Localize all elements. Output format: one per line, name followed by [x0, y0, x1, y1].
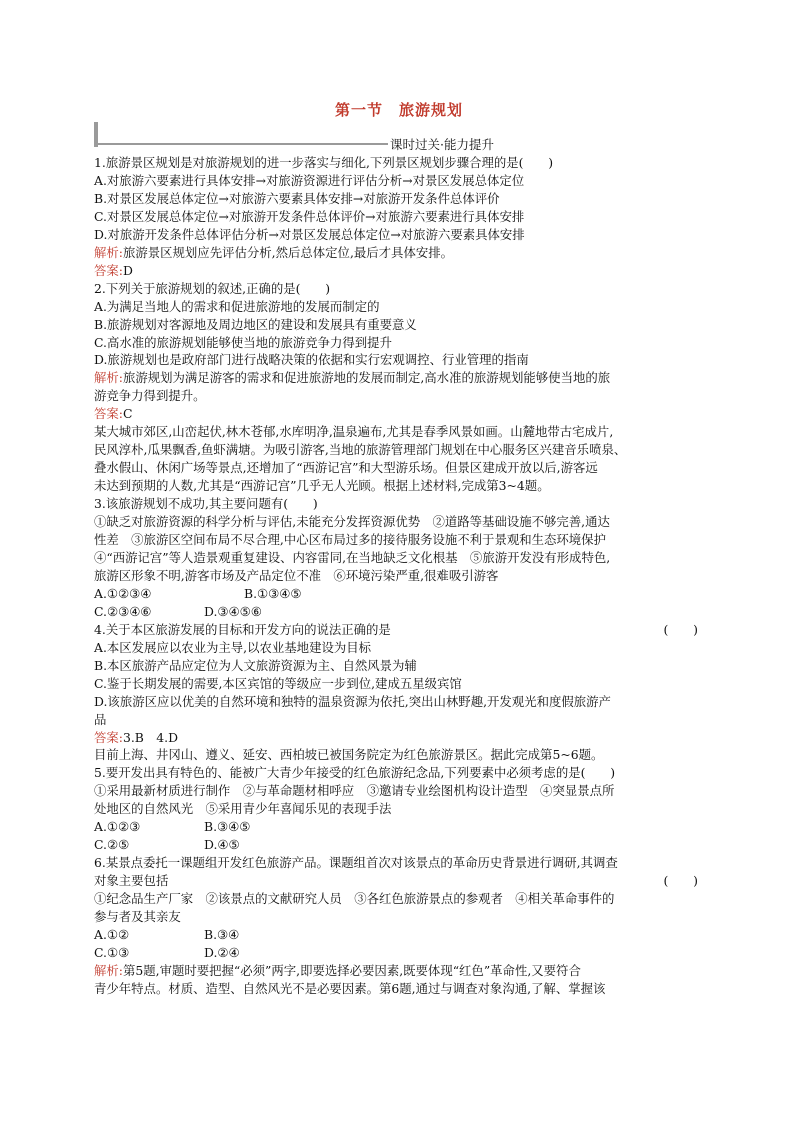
text-line: [94, 567, 704, 585]
line-text: 1.旅游景区规划是对旅游规划的进一步落实与细化,下列景区规划步骤合理的是( ): [94, 155, 554, 170]
text-line: [94, 962, 704, 980]
option-choice: A.①②③④: [94, 585, 152, 601]
page-title: 第一节 旅游规划: [334, 101, 463, 119]
text-line: [94, 603, 704, 621]
option-choice: B.①③④⑤: [244, 585, 302, 601]
line-text: C.对景区发展总体定位→对旅游开发条件总体评价→对旅游六要素进行具体安排: [94, 208, 525, 224]
text-line: [94, 316, 704, 334]
text-line: [94, 387, 704, 405]
text-line: [94, 729, 704, 747]
line-text: ①采用最新材质进行制作 ②与革命题材相呼应 ③邀请专业绘图机构设计造型 ④突显景点所: [94, 783, 615, 799]
text-line: [94, 818, 704, 836]
line-text: 5.要开发出具有特色的、能被广大青少年接受的红色旅游纪念品,下列要素中必须考虑的是( ): [94, 765, 616, 781]
question-body: [94, 154, 704, 998]
line-text: 游竞争力得到提升。: [94, 388, 206, 404]
text-line: [94, 334, 704, 352]
text-line: [94, 513, 704, 531]
line-text: D.旅游规划也是政府部门进行战略决策的依据和实行宏观调控、行业管理的指南: [94, 352, 529, 368]
text-line: [94, 477, 704, 495]
line-text: 3.该旅游规划不成功,其主要问题有( ): [94, 496, 318, 512]
line-text: 某大城市郊区,山峦起伏,林木苍郁,水库明净,温泉遍布,尤其是春季风景如画。山麓地带古宅成片,: [94, 424, 614, 440]
section-label: 课时过关·能力提升: [390, 137, 494, 152]
line-text: B.对景区发展总体定位→对旅游六要素具体安排→对旅游开发条件总体评价: [94, 190, 500, 206]
option-choice: C.②⑤: [94, 837, 130, 853]
option-choice: D.②④: [204, 944, 240, 960]
line-text: 青少年特点。材质、造型、自然风光不是必要因素。第6题,通过与调查对象沟通,了解、掌握该: [94, 980, 606, 996]
line-text: 旅游区形象不明,游客市场及产品定位不准 ⑥环境污染严重,很难吸引游客: [94, 567, 499, 583]
line-text: 处地区的自然风光 ⑤采用青少年喜闻乐见的表现手法: [94, 801, 392, 817]
answer-label: 答案:: [94, 729, 123, 745]
text-line: [94, 369, 704, 387]
line-text: C.高水准的旅游规划能够使当地的旅游竞争力得到提升: [94, 334, 392, 350]
line-text: A.本区发展应以农业为主导,以农业基地建设为目标: [94, 639, 372, 655]
text-line: [94, 908, 704, 926]
text-line: [94, 441, 704, 459]
text-line: [94, 693, 704, 711]
text-line: [94, 836, 704, 854]
answer-label: 答案:: [94, 262, 123, 278]
text-line: [94, 549, 704, 567]
text-line: [94, 944, 704, 962]
option-choice: B.③④⑤: [204, 819, 251, 835]
line-text: A.为满足当地人的需求和促进旅游地的发展而制定的: [94, 298, 380, 314]
text-line: [94, 746, 704, 764]
line-text: ①缺乏对旅游资源的科学分析与评估,未能充分发挥资源优势 ②道路等基础设施不够完善,通达: [94, 514, 610, 530]
answer-label: 解析:: [94, 370, 123, 386]
line-text: D.对旅游开发条件总体评估分析→对景区发展总体定位→对旅游六要素具体安排: [94, 226, 525, 242]
line-text: 叠水假山、休闲广场等景点,还增加了“西游记宫”和大型游乐场。但景区建成开放以后,游客远: [94, 460, 598, 476]
text-line: [94, 172, 704, 190]
line-text: D.该旅游区应以优美的自然环境和独特的温泉资源为依托,突出山林野趣,开发观光和度假旅游产: [94, 693, 611, 709]
option-choice: B.③④: [204, 926, 240, 942]
line-text: B.旅游规划对客源地及周边地区的建设和发展具有重要意义: [94, 316, 417, 332]
line-text: 未达到预期的人数,尤其是“西游记宫”几乎无人光顾。根据上述材料,完成第3~4题。: [94, 478, 550, 494]
line-text: 4.关于本区旅游发展的目标和开发方向的说法正确的是: [94, 621, 391, 637]
line-text: 目前上海、井冈山、遵义、延安、西柏坡已被国务院定为红色旅游景区。据此完成第5~6题。: [94, 747, 604, 763]
line-text: 性差 ③旅游区空间布局不尽合理,中心区布局过多的接待服务设施不利于景观和生态环境保护: [94, 532, 606, 548]
text-line: [94, 675, 704, 693]
line-text: D: [122, 262, 133, 278]
line-text: 旅游规划为满足游客的需求和促进旅游地的发展而制定,高水准的旅游规划能够使当地的旅: [122, 370, 611, 386]
option-choice: C.①③: [94, 944, 130, 960]
line-text: 6.某景点委托一课题组开发红色旅游产品。课题组首次对该景点的革命历史背景进行调研,其调查: [94, 855, 618, 871]
answer-label: 解析:: [94, 962, 123, 978]
line-text: C.鉴于长期发展的需要,本区宾馆的等级应一步到位,建成五星级宾馆: [94, 675, 462, 691]
text-line: [94, 423, 704, 441]
text-line: [94, 926, 704, 944]
line-text: ④“西游记宫”等人造景观重复建设、内容雷同,在当地缺乏文化根基 ⑤旅游开发没有形成特色,: [94, 549, 611, 565]
line-text: 旅游景区规划应先评估分析,然后总体定位,最后才具体安排。: [122, 244, 454, 260]
section-header: [94, 122, 704, 150]
option-choice: A.①②: [94, 926, 130, 942]
text-line: [94, 782, 704, 800]
option-choice: D.③④⑤⑥: [204, 603, 262, 619]
line-text: 品: [94, 711, 107, 727]
option-choice: C.②③④⑥: [94, 603, 152, 619]
line-text: 3.B 4.D: [122, 729, 179, 745]
line-text: C: [122, 406, 133, 422]
text-line: [94, 459, 704, 477]
text-line: [94, 208, 704, 226]
text-line: [94, 657, 704, 675]
text-line: [94, 298, 704, 316]
line-text: A.对旅游六要素进行具体安排→对旅游资源进行评估分析→对景区发展总体定位: [94, 172, 525, 188]
text-line: [94, 585, 704, 603]
text-line: [94, 280, 704, 298]
text-line: [94, 226, 704, 244]
line-text: 第5题,审题时要把握“必须”两字,即要选择必要因素,既要体现“红色”革命性,又要符合: [122, 962, 581, 978]
text-line: [94, 621, 704, 639]
text-line: [94, 980, 704, 998]
text-line: [94, 872, 704, 890]
line-text: 参与者及其亲友: [94, 909, 181, 925]
text-line: [94, 154, 704, 172]
line-text: ①纪念品生产厂家 ②该景点的文献研究人员 ③各红色旅游景点的参观者 ④相关革命事件的: [94, 891, 615, 907]
text-line: [94, 639, 704, 657]
line-text: B.本区旅游产品应定位为人文旅游资源为主、自然风景为辅: [94, 657, 417, 673]
text-line: [94, 854, 704, 872]
answer-blank: ( ): [663, 873, 698, 889]
option-choice: A.①②③: [94, 819, 141, 835]
text-line: [94, 351, 704, 369]
option-choice: D.④⑤: [204, 837, 240, 853]
line-text: 民风淳朴,瓜果飘香,鱼虾满塘。为吸引游客,当地的旅游管理部门规划在中心服务区兴建音乐喷泉、: [94, 442, 627, 458]
answer-blank: ( ): [663, 621, 698, 637]
text-line: [94, 244, 704, 262]
text-line: [94, 711, 704, 729]
text-line: [94, 800, 704, 818]
text-line: [94, 764, 704, 782]
answer-label: 答案:: [94, 406, 123, 422]
text-line: [94, 262, 704, 280]
text-line: [94, 531, 704, 549]
line-text: 对象主要包括: [94, 873, 169, 889]
text-line: [94, 495, 704, 513]
text-line: [94, 190, 704, 208]
section-bar-horizontal: [98, 143, 388, 145]
text-line: [94, 405, 704, 423]
line-text: 2.下列关于旅游规划的叙述,正确的是( ): [94, 280, 331, 296]
answer-label: 解析:: [94, 244, 123, 260]
text-line: [94, 890, 704, 908]
